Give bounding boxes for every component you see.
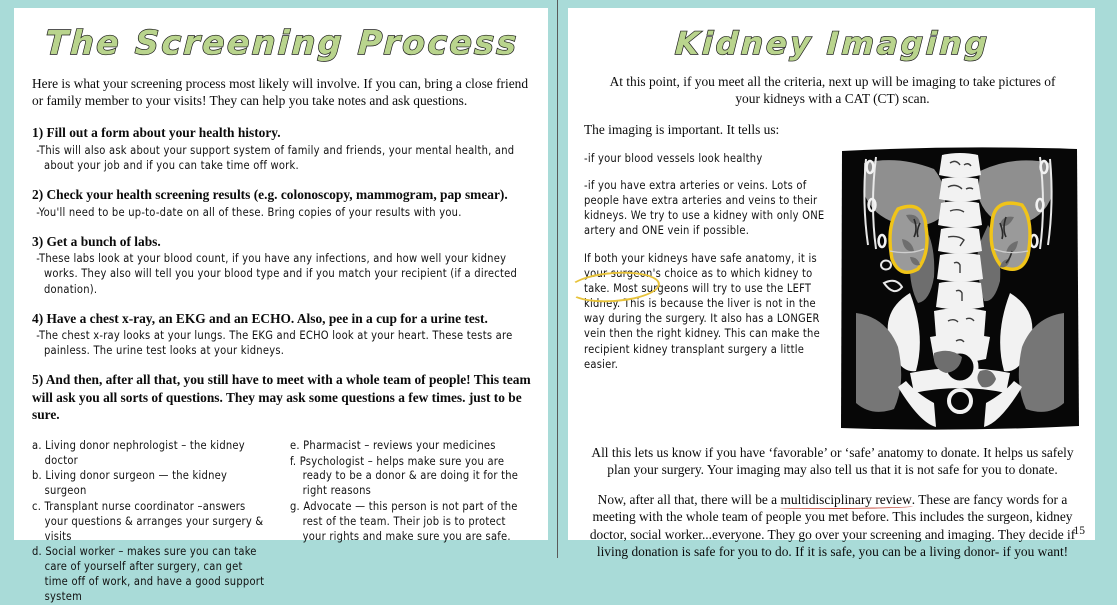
ct-scan-illustration: [838, 145, 1081, 432]
page-title-screening: The Screening Process: [44, 23, 520, 62]
right-page-sheet: [568, 8, 1095, 559]
step-4-heading: 4) Have a chest x-ray, an EKG and an ECHO. Also, pee in a cup for a urine test.: [32, 310, 488, 326]
multidisciplinary-review-term: multidisciplinary review: [780, 491, 912, 507]
list-item: b. Living donor surgeon — the kidney surgeon: [32, 468, 228, 498]
care-team-column-left: [32, 438, 274, 605]
step-5-heading: 5) And then, after all that, you still have to meet with a whole team of people! This team will ask you all sorts of questions. They may ask some questions a few times. just to be sure.: [32, 372, 531, 423]
screening-intro-paragraph: Here is what your screening process most likely will involve. If you can, bring a close friend or family member to your visits! They can help you take notes and ask questions.: [32, 75, 529, 109]
step-1-note: -This will also ask about your support system of family and friends, your mental health, and about your job and if you can take time off work.: [36, 142, 515, 173]
final-text-before: Now, after all that, there will be a: [597, 491, 781, 507]
list-item: g. Advocate — this person is not part of the rest of the team. Their job is to protect your rights and make sure you are safe.: [290, 499, 518, 543]
step-1-heading: 1) Fill out a form about your health history.: [32, 125, 281, 141]
ct-scan-image: [838, 145, 1081, 432]
page-title-kidney-imaging: Kidney Imaging: [674, 26, 991, 62]
imaging-bullet-1: -if your blood vessels look healthy: [584, 150, 763, 165]
imaging-text-column: [584, 139, 838, 432]
imaging-intro-paragraph: At this point, if you meet all the criteria, next up will be imaging to take pictures of your kidneys with a CAT (CT) scan.: [609, 73, 1056, 106]
list-item: a. Living donor nephrologist – the kidney doctor: [32, 437, 245, 467]
left-page-sheet: [14, 8, 548, 603]
step-4-note: -The chest x-ray looks at your lungs. The EKG and ECHO look at your heart. These tests are painless. The urine test looks at your kidneys.: [36, 328, 513, 358]
step-3-note: -These labs look at your blood count, if you have any infections, and how well your kidney works. They also will tell you your blood type and if you match your recipient (if a directed donation).: [36, 251, 518, 296]
final-text-after: . These are fancy words for a meeting with the whole team of people you met before. This includes the surgeon, kidney doctor, social worker...everyone. They go over your screening and imaging. They decide if living donation is safe for you to do. If it is safe, you can be a living donor- if you want!: [589, 491, 1076, 559]
list-item: f. Psychologist – helps make sure you are ready to be a donor & are doing it for the right reasons: [290, 453, 519, 498]
page-number: 15: [1073, 525, 1085, 537]
multidisciplinary-review-paragraph: [586, 491, 1079, 561]
imaging-bullet-2: -if you have extra arteries or veins. Lots of people have extra arteries and veins to their kidneys. We try to use a kidney with only ONE artery and ONE vein if possible.: [584, 177, 825, 238]
right-page: [558, 0, 1117, 558]
ct-scan-figure: [838, 139, 1081, 432]
list-item: d. Social worker – makes sure you can take care of yourself after surgery, can get time off of work, and have a good support system: [32, 544, 265, 603]
left-page: [0, 0, 558, 603]
imaging-closing-paragraph: All this lets us know if you have ‘favorable’ or ‘safe’ anatomy to donate. It helps us safely plan your surgery. Your imaging may also tell us that it is not safe for you to donate.: [591, 444, 1074, 478]
kidney-choice-paragraph: If both your kidneys have safe anatomy, it is your surgeon's choice as to which kidney to take. Most surgeons will try to use the LEFT kidney. This is because the liver is not in the way during the surgery. It also has a LONGER vein then the right kidney. This can make the recipient kidney transplant surgery a little easier.: [584, 250, 820, 371]
step-2-note: -You'll need to be up-to-date on all of these. Bring copies of your results with you.: [36, 204, 462, 219]
imaging-body: [584, 139, 1081, 432]
step-2-heading: 2) Check your health screening results (e.g. colonoscopy, mammogram, pap smear).: [32, 187, 508, 203]
care-team-list: [32, 438, 532, 605]
list-item: c. Transplant nurse coordinator –answers your questions & arranges your surgery & visits: [32, 499, 264, 543]
list-item: e. Pharmacist – reviews your medicines: [290, 437, 496, 452]
step-3-heading: 3) Get a bunch of labs.: [32, 233, 161, 249]
care-team-column-right: [284, 438, 532, 605]
imaging-lead-text: The imaging is important. It tells us:: [584, 122, 780, 138]
